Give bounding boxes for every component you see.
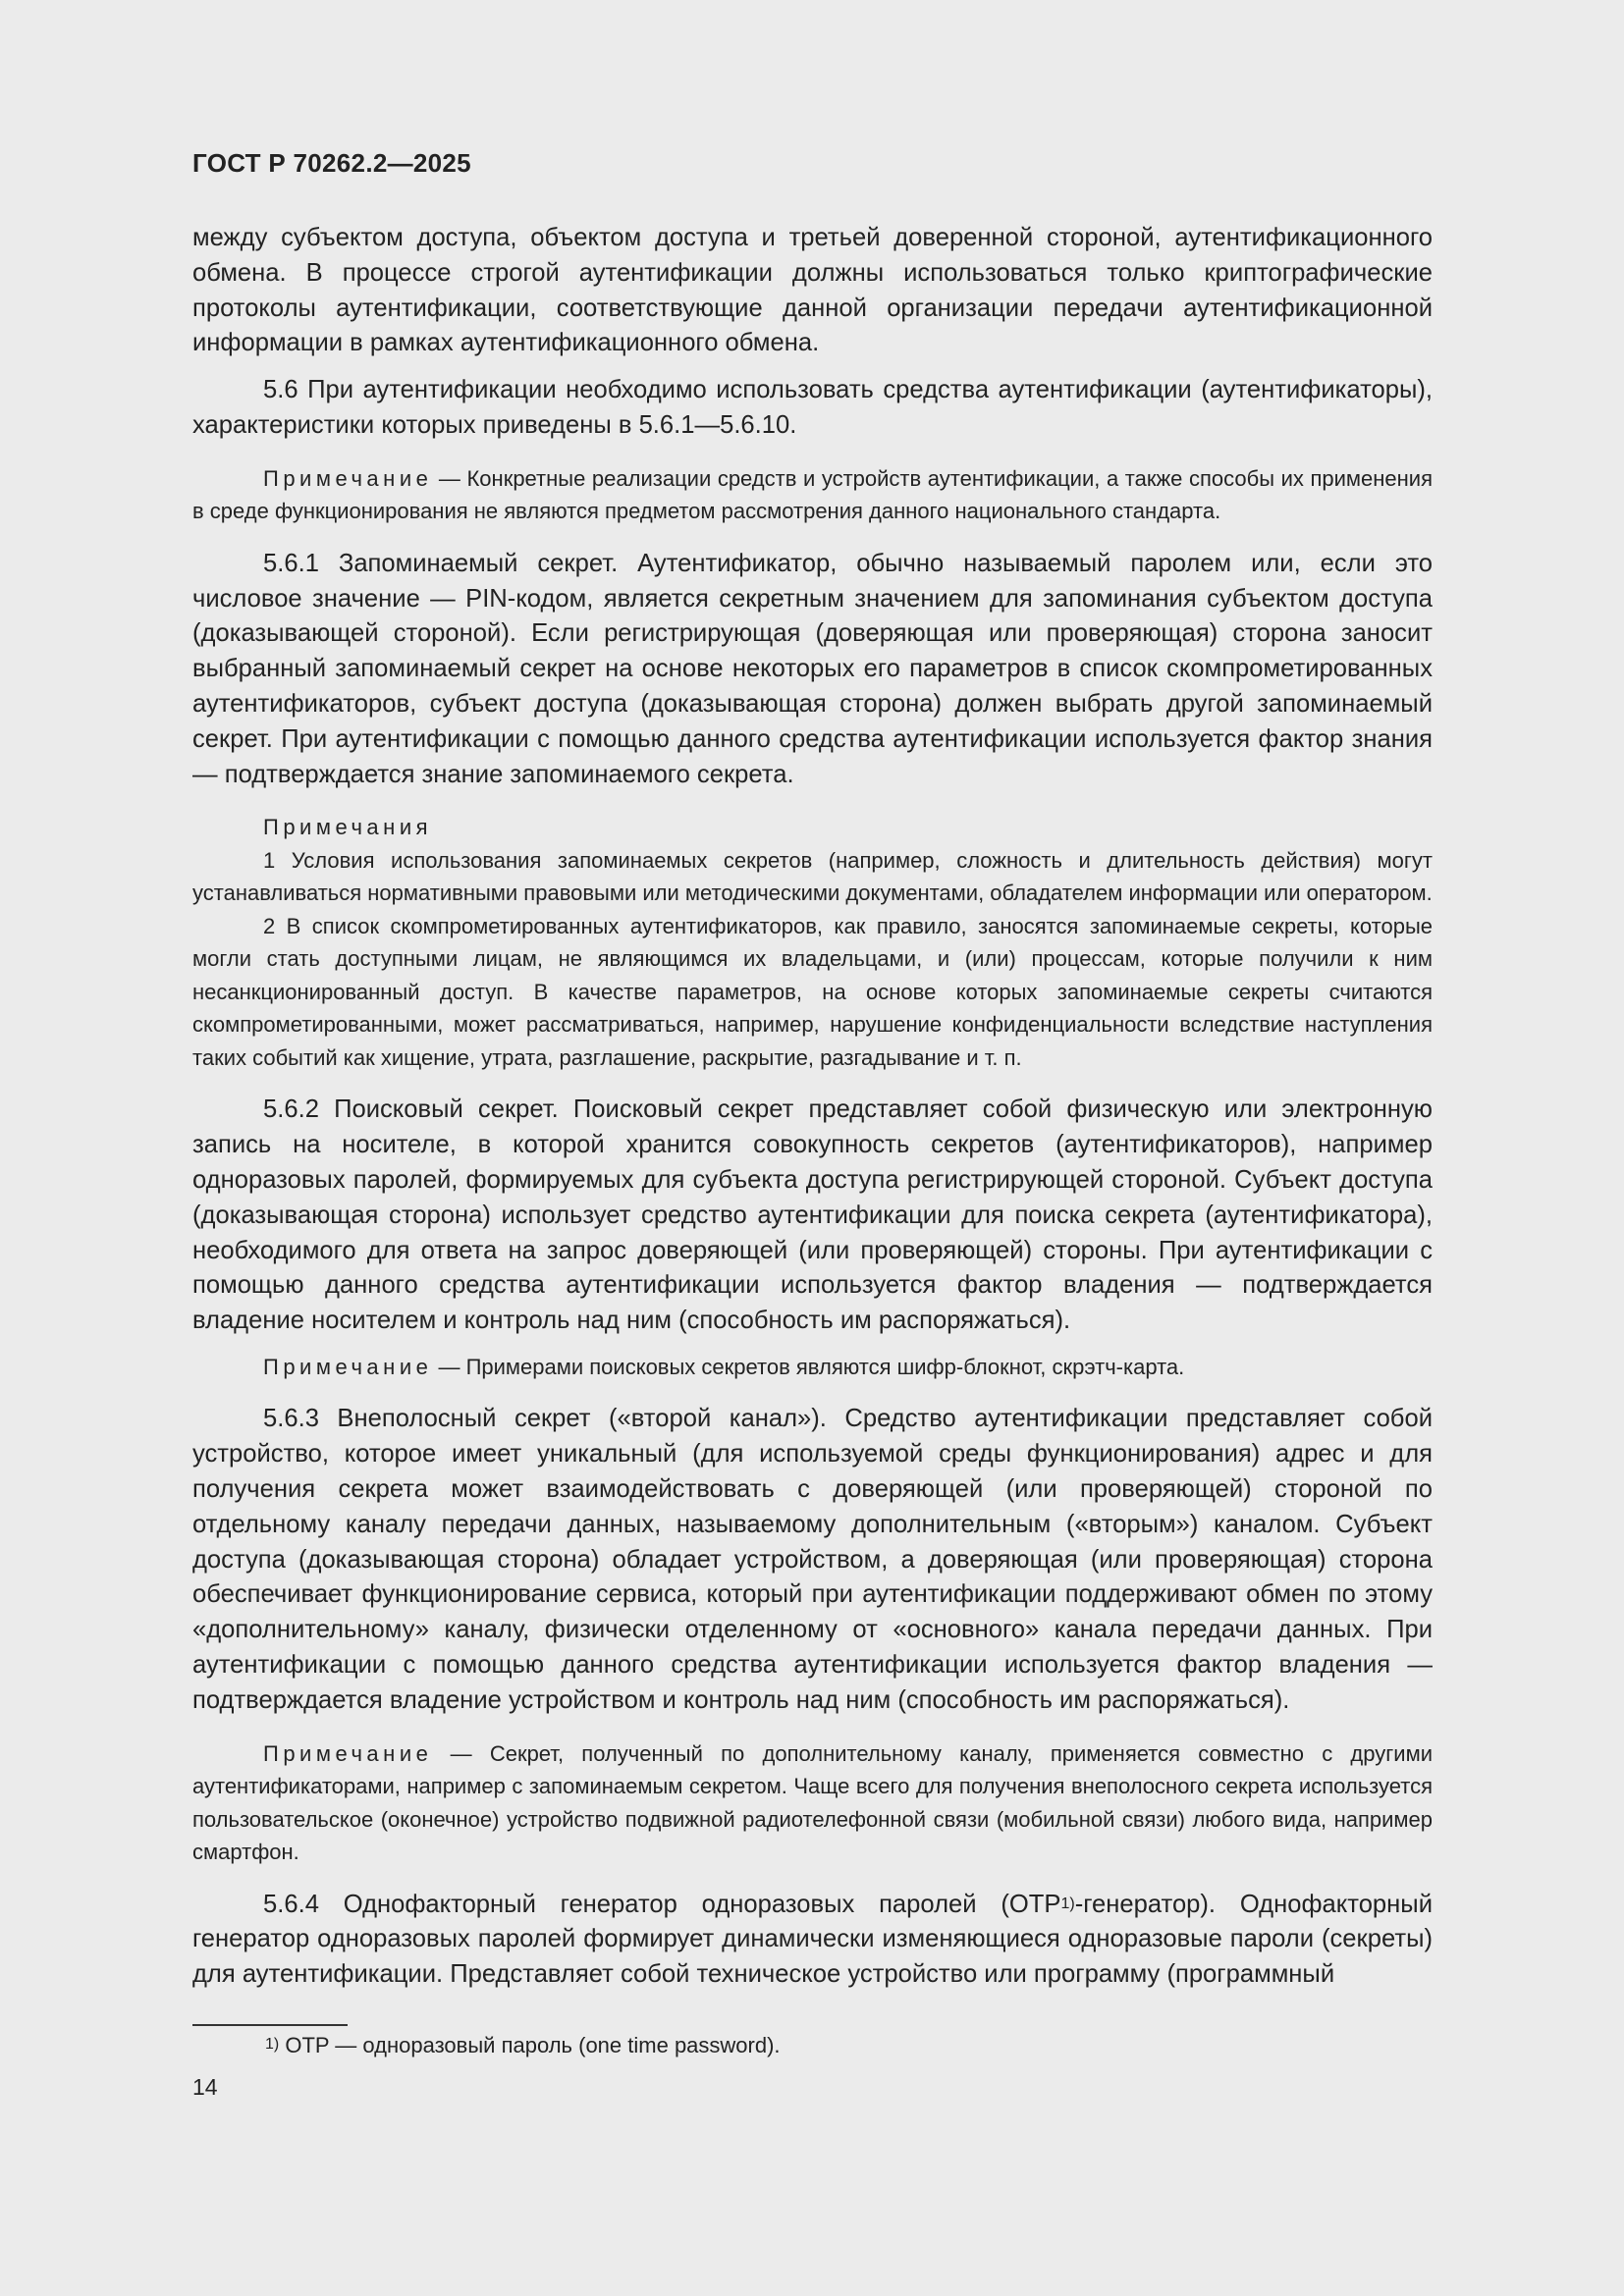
document-body	[192, 221, 1433, 1993]
note-5-6-3	[192, 1737, 1433, 1869]
footnote	[265, 2030, 781, 2061]
note-label: Примечание	[263, 1354, 433, 1379]
paragraph-5-6-4	[192, 1888, 1433, 1993]
note-label: Примечание	[263, 1740, 433, 1766]
document-header: ГОСТ Р 70262.2—2025	[192, 148, 471, 178]
paragraph-5-6-2: 5.6.2 Поисковый секрет. Поисковый секрет представляет собой физическую или электронную запись на носителе, в которой хранится совокупность секретов (аутентификаторов), например одноразовых паролей, формируемых для субъекта доступа регистрирующей стороной. Субъект доступа (доказывающая сторона) использует средство аутентификации для поиска секрета (аутентификатора), необходимого для ответа на запрос доверяющей (или проверяющей) стороны. При аутентификации с помощью данного средства аутентификации используется фактор владения — подтверждается владение носителем и контроль над ним (способность им распоряжаться).	[192, 1095, 1433, 1335]
note-5-6-2	[192, 1351, 1433, 1384]
footnote-text: OTP — одноразовый пароль (one time password).	[279, 2033, 781, 2057]
note-text: — Секрет, полученный по дополнительному каналу, применяется совместно с другими аутентификаторами, например с запоминаемым секретом. Чаще всего для получения внеполосного секрета используется пользовательское (оконечное) устройство подвижной радиотелефонной связи (мобильной связи) любого вида, например смартфон.	[192, 1740, 1433, 1865]
note-text: — Конкретные реализации средств и устройств аутентификации, а также способы их применения в среде функционирования не являются предметом рассмотрения данного национального стандарта.	[192, 465, 1433, 524]
footnote-separator	[192, 2024, 348, 2026]
paragraph-intro: между субъектом доступа, объектом доступа и третьей доверенной стороной, аутентификационного обмена. В процессе строгой аутентификации должны использоваться только криптографические протоколы аутентификации, соответствующие данной организации передачи аутентификационной информации в рамках аутентификационного обмена.	[192, 224, 1433, 357]
note-1: 1 Условия использования запоминаемых секретов (например, сложность и длительность действия) могут устанавливаться нормативными правовыми или методическими документами, обладателем информации или оператором.	[192, 847, 1433, 906]
footnote-ref: 1)	[1060, 1895, 1075, 1912]
paragraph-5-6-4-start: 5.6.4 Однофакторный генератор одноразовых паролей (OTP	[263, 1890, 1061, 1918]
paragraph-5-6-3: 5.6.3 Внеполосный секрет («второй канал»). Средство аутентификации представляет собой устройство, которое имеет уникальный (для используемой среды функционирования) адрес и для получения секрета может взаимодействовать с доверяющей (или проверяющей) стороной по отдельному каналу передачи данных, называемому дополнительным («вторым») каналом. Субъект доступа (доказывающая сторона) обладает устройством, а доверяющая (или проверяющая) сторона обеспечивает функционирование сервиса, который при аутентификации поддерживают обмен по этому «дополнительному» каналу, физически отделенному от «основного» канала передачи данных. При аутентификации с помощью данного средства аутентификации используется фактор владения — подтверждается владение устройством и контроль над ним (способность им распоряжаться).	[192, 1405, 1433, 1714]
note-2: 2 В список скомпрометированных аутентификаторов, как правило, заносятся запоминаемые секреты, которые могли стать доступными лицам, не являющимся их владельцами, и (или) процессам, которые получили к ним несанкционированный доступ. В качестве параметров, на основе которых запоминаемые секреты считаются скомпрометированными, может рассматриваться, например, нарушение конфиденциальности вследствие наступления таких событий как хищение, утрата, разглашение, раскрытие, разгадывание и т. п.	[192, 913, 1433, 1070]
note-label: Примечание	[263, 465, 433, 491]
paragraph-5-6-1: 5.6.1 Запоминаемый секрет. Аутентификатор, обычно называемый паролем или, если это числовое значение — PIN-кодом, является секретным значением для запоминания субъектом доступа (доказывающей стороной). Если регистрирующая (доверяющая или проверяющая) сторона заносит выбранный запоминаемый секрет на основе некоторых его параметров в список скомпрометированных аутентификаторов, субъект доступа (доказывающая сторона) должен выбрать другой запоминаемый секрет. При аутентификации с помощью данного средства аутентификации используется фактор знания — подтверждается знание запоминаемого секрета.	[192, 549, 1433, 788]
notes-label: Примечания	[263, 815, 433, 840]
notes-heading	[192, 811, 1433, 844]
paragraph-5-6-4-rest: -генератор). Однофакторный генератор одноразовых паролей формирует динамически изменяющиеся одноразовые пароли (секреты) для аутентификации. Представляет собой техническое устройство или программу (программный	[192, 1890, 1433, 1989]
paragraph-5-6: 5.6 При аутентификации необходимо использовать средства аутентификации (аутентификаторы), характеристики которых приведены в 5.6.1—5.6.10.	[192, 376, 1433, 439]
note-5-6	[192, 462, 1433, 528]
note-text: — Примерами поисковых секретов являются шифр-блокнот, скрэтч-карта.	[432, 1354, 1185, 1379]
footnote-mark: 1)	[265, 2036, 280, 2053]
page-number: 14	[192, 2074, 218, 2100]
